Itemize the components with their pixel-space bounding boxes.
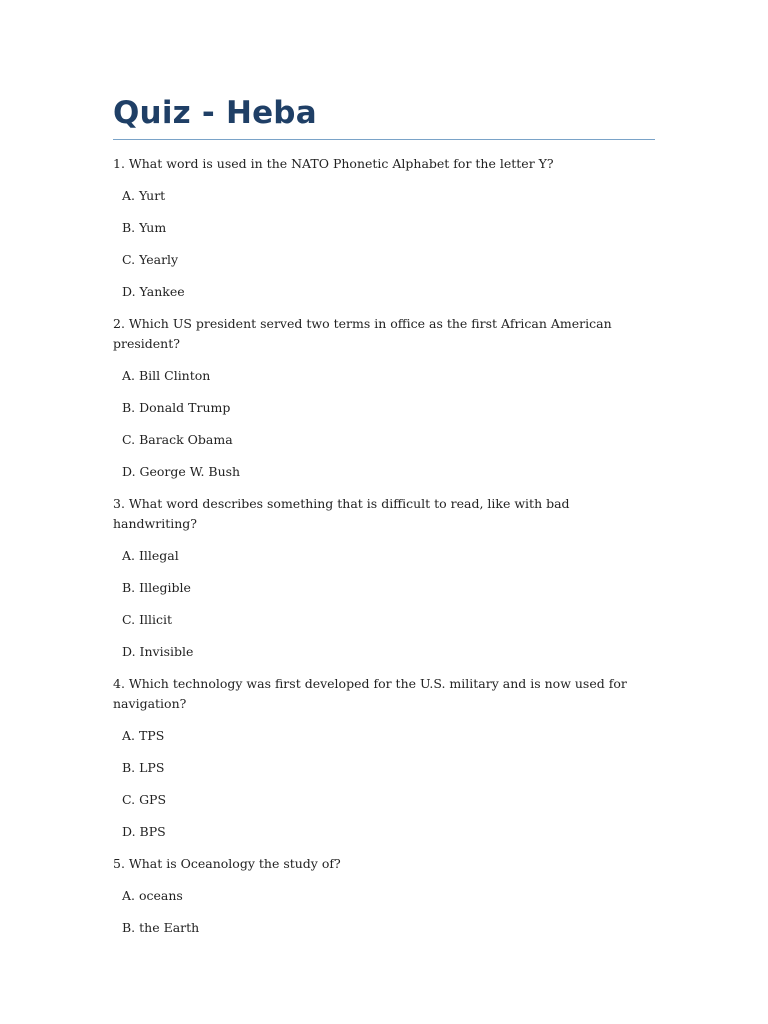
question-4-option-b: B. LPS — [122, 760, 165, 775]
quiz-body — [113, 154, 655, 938]
question-2-option-a: A. Bill Clinton — [122, 368, 211, 383]
question-3-option-c: C. Illicit — [122, 612, 173, 627]
question-3: 3. What word describes something that is difficult to read, like with bad handwriting? — [113, 496, 570, 531]
question-5: 5. What is Oceanology the study of? — [113, 856, 341, 871]
question-2-option-b: B. Donald Trump — [122, 400, 231, 415]
question-1-option-a: A. Yurt — [122, 188, 166, 203]
question-5-option-b: B. the Earth — [122, 920, 200, 935]
question-2-option-d: D. George W. Bush — [122, 464, 241, 479]
question-4: 4. Which technology was first developed for the U.S. military and is now used for navigation? — [113, 676, 627, 711]
question-5-option-a: A. oceans — [122, 888, 183, 903]
question-4-option-c: C. GPS — [122, 792, 167, 807]
question-1-option-b: B. Yum — [122, 220, 167, 235]
question-2: 2. Which US president served two terms in office as the first African American president? — [113, 316, 612, 351]
page-title: Quiz - Heba — [113, 92, 655, 140]
question-2-option-c: C. Barack Obama — [122, 432, 233, 447]
question-1-option-c: C. Yearly — [122, 252, 179, 267]
question-4-option-d: D. BPS — [122, 824, 166, 839]
question-1-option-d: D. Yankee — [122, 284, 185, 299]
question-1: 1. What word is used in the NATO Phonetic Alphabet for the letter Y? — [113, 156, 554, 171]
question-3-option-b: B. Illegible — [122, 580, 191, 595]
document-page — [113, 92, 655, 950]
question-3-option-d: D. Invisible — [122, 644, 194, 659]
question-3-option-a: A. Illegal — [122, 548, 179, 563]
question-4-option-a: A. TPS — [122, 728, 165, 743]
